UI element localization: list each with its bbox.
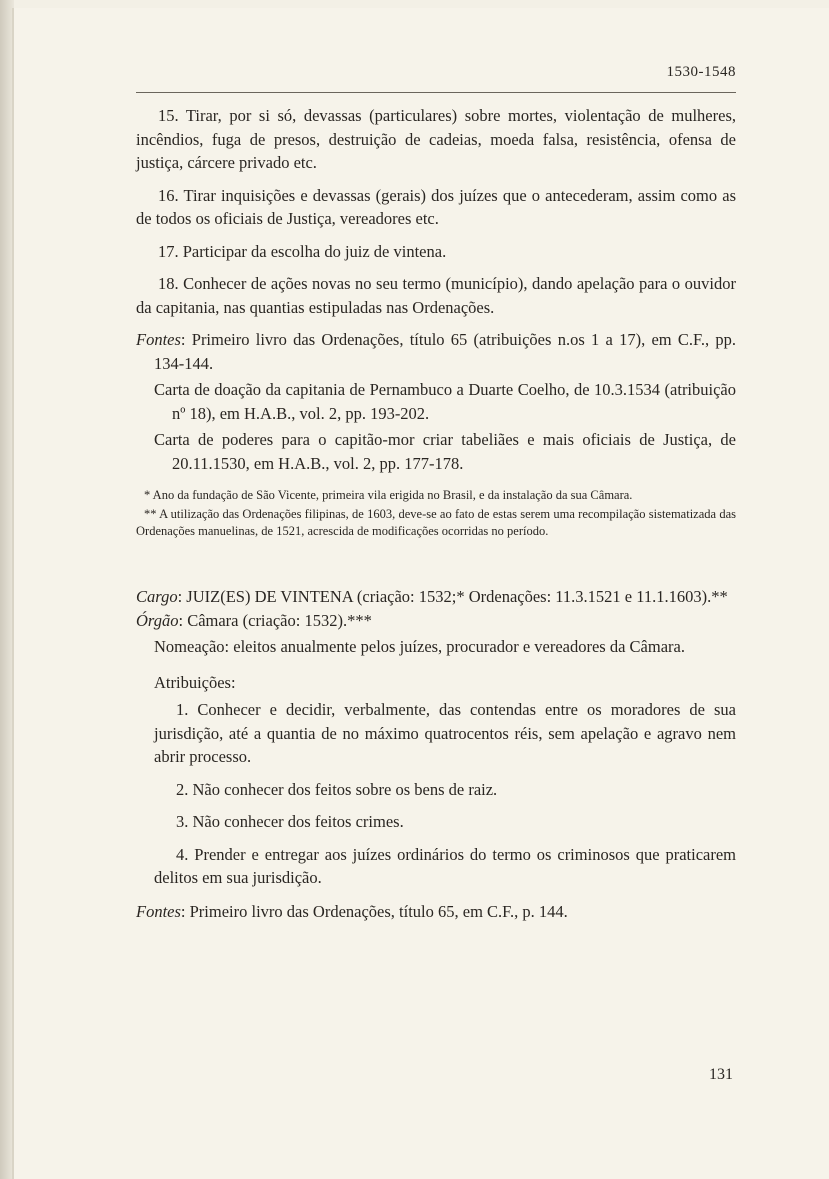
list-item: 18. Conhecer de ações novas no seu termo (município), dando apelação para o ouvidor da capitania, nas quantias estipuladas nas Ordenações.: [136, 274, 736, 317]
source-text: : Primeiro livro das Ordenações, título 65 (atribuições n.os 1 a 17), em C.F., pp. 134-144.: [154, 330, 736, 373]
cargo-text: : JUIZ(ES) DE VINTENA (criação: 1532;* Ordenações: 11.3.1521 e 11.1.1603).**: [177, 587, 728, 606]
section-juiz-ordinario-items: [136, 104, 736, 319]
sources-block: [136, 328, 736, 475]
source-line: [136, 328, 736, 375]
section-juiz-de-vintena: [136, 585, 736, 923]
header-rule: [136, 92, 736, 93]
footnote: ** A utilização das Ordenações filipinas, de 1603, deve-se ao fato de estas serem uma recompilação sistematizada das Ordenações manuelinas, de 1521, acrescida de modificações ocorridas no período.: [136, 507, 736, 538]
fontes-text: : Primeiro livro das Ordenações, título 65, em C.F., p. 144.: [180, 901, 568, 921]
page-body: [136, 104, 736, 940]
running-head: 1530-1548: [666, 64, 736, 80]
orgao-text: : Câmara (criação: 1532).***: [178, 610, 372, 630]
fontes-label: Fontes: [136, 901, 181, 921]
list-item: 2. Não conhecer dos feitos sobre os bens de raiz.: [176, 779, 498, 799]
fontes-line: [136, 900, 736, 924]
list-item: 17. Participar da escolha do juiz de vintena.: [158, 241, 447, 261]
list-item: 16. Tirar inquisições e devassas (gerais) dos juízes que o antecederam, assim como as de todos os oficiais de Justiça, vereadores etc.: [136, 185, 736, 228]
orgao-label: Órgão: [136, 610, 179, 630]
sources-label: Fontes: [136, 330, 181, 349]
source-line: Carta de doação da capitania de Pernambuco a Duarte Coelho, de 10.3.1534 (atribuição nº 18), em H.A.B., vol. 2, pp. 193-202.: [154, 380, 736, 423]
nomeacao: Nomeação: eleitos anualmente pelos juízes, procurador e vereadores da Câmara.: [154, 637, 685, 656]
page-number: 131: [709, 1066, 733, 1083]
list-item: 4. Prender e entregar aos juízes ordinários do termo os criminosos que praticarem delitos em sua jurisdição.: [154, 844, 736, 887]
list-item: 1. Conhecer e decidir, verbalmente, das contendas entre os moradores de sua jurisdição, até a quantia de no máximo quatrocentos réis, sem apelação e agravo nem abrir processo.: [154, 700, 736, 766]
list-item: 15. Tirar, por si só, devassas (particulares) sobre mortes, violentação de mulheres, incêndios, fuga de presos, destruição de cadeias, moeda falsa, resistência, ofensa de justiça, cárcere privado etc.: [136, 106, 736, 172]
list-item: 3. Não conhecer dos feitos crimes.: [176, 812, 404, 831]
source-line: Carta de poderes para o capitão-mor criar tabeliães e mais oficiais de Justiça, de 20.11.1530, em H.A.B., vol. 2, pp. 177-178.: [154, 430, 736, 473]
orgao-line: [136, 609, 736, 633]
footnotes: [136, 487, 736, 540]
cargo-line: [136, 585, 736, 609]
footnote: * Ano da fundação de São Vicente, primeira vila erigida no Brasil, e da instalação da sua Câmara.: [144, 488, 633, 502]
cargo-label: Cargo: [136, 587, 178, 606]
atribuicoes-title: Atribuições:: [154, 672, 236, 692]
